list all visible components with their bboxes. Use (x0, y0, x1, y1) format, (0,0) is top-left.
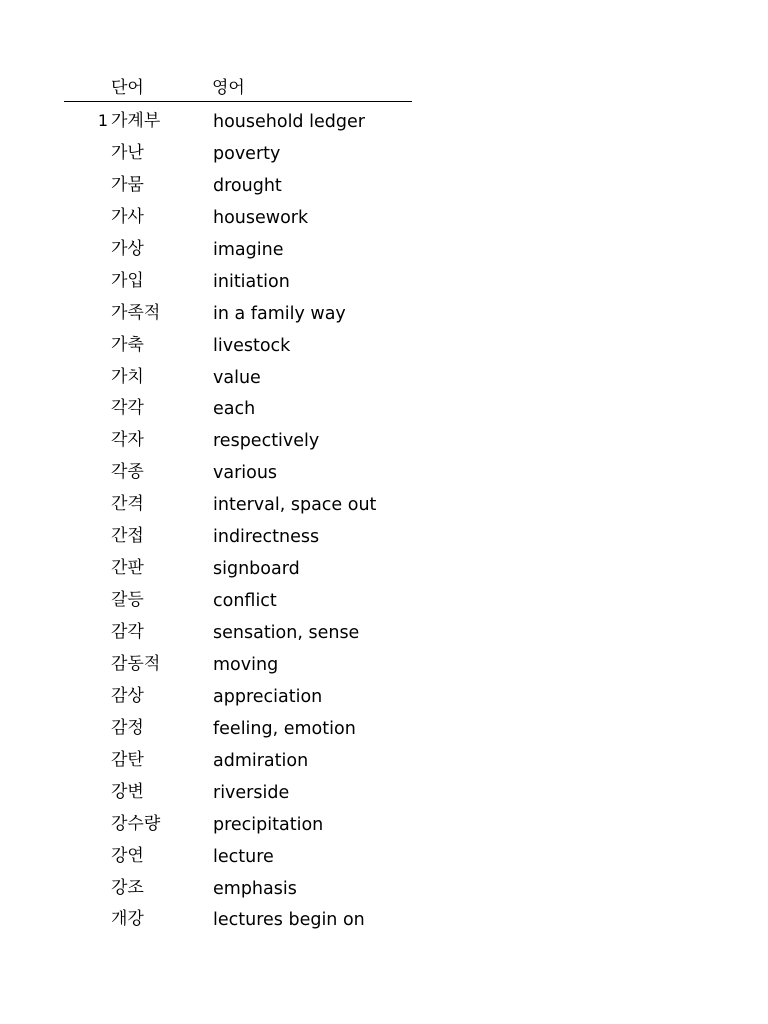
table-row (64, 457, 464, 489)
table-row (64, 266, 464, 298)
english-translation: interval, space out (213, 495, 377, 516)
korean-word: 감각 (111, 622, 144, 642)
table-row (64, 617, 464, 649)
english-translation: in a family way (213, 303, 346, 324)
table-row (64, 234, 464, 266)
english-translation: riverside (213, 782, 290, 803)
korean-word: 가뭄 (111, 174, 144, 195)
table-row (64, 809, 464, 841)
table-row (64, 521, 464, 553)
korean-word: 강수량 (111, 813, 161, 834)
table-row (64, 745, 464, 777)
english-translation: poverty (213, 143, 281, 164)
table-row (64, 904, 464, 936)
korean-word: 강연 (111, 845, 144, 866)
english-translation: each (213, 399, 256, 420)
table-row (64, 777, 464, 809)
korean-word: 감상 (111, 685, 144, 706)
table-row (64, 553, 464, 585)
table-row (64, 362, 464, 394)
table-row (64, 298, 464, 330)
english-translation: indirectness (213, 527, 320, 548)
english-translation: livestock (213, 335, 291, 356)
table-row (64, 649, 464, 681)
english-translation: various (213, 463, 278, 484)
korean-word: 가족적 (111, 302, 161, 323)
english-translation: precipitation (213, 814, 324, 835)
header-english-column: 영어 (212, 78, 245, 98)
table-row (64, 681, 464, 713)
korean-word: 가상 (111, 238, 144, 259)
table-row (64, 330, 464, 362)
english-translation: feeling, emotion (213, 718, 356, 739)
english-translation: lecture (213, 846, 274, 867)
row-number: 1 (97, 111, 108, 130)
english-translation: initiation (213, 271, 290, 292)
table-row (64, 873, 464, 905)
korean-word: 가사 (111, 206, 144, 227)
korean-word: 강조 (111, 877, 144, 898)
table-row (64, 841, 464, 873)
table-row (64, 425, 464, 457)
korean-word: 가계부 (111, 111, 161, 131)
english-translation: respectively (213, 431, 320, 452)
table-row (64, 138, 464, 170)
korean-word: 감정 (111, 717, 144, 738)
korean-word: 각각 (111, 398, 144, 419)
korean-word: 가난 (111, 142, 144, 163)
korean-word: 갈등 (111, 590, 144, 611)
table-header (64, 74, 412, 102)
table-row (64, 489, 464, 521)
english-translation: conflict (213, 591, 277, 612)
table-row (64, 585, 464, 617)
english-translation: signboard (213, 559, 300, 580)
header-word-column: 단어 (111, 78, 144, 98)
korean-word: 강변 (111, 781, 144, 802)
korean-word: 감탄 (111, 749, 144, 770)
korean-word: 개강 (111, 909, 144, 930)
table-row (64, 713, 464, 745)
korean-word: 가입 (111, 270, 144, 291)
english-translation: housework (213, 207, 309, 228)
korean-word: 간격 (111, 494, 144, 515)
english-translation: drought (213, 175, 282, 196)
table-row (64, 170, 464, 202)
korean-word: 감동적 (111, 653, 161, 674)
english-translation: admiration (213, 750, 309, 771)
english-translation: appreciation (213, 686, 323, 707)
english-translation: lectures begin on (213, 910, 365, 931)
english-translation: emphasis (213, 878, 297, 899)
korean-word: 각자 (111, 430, 144, 451)
table-row (64, 202, 464, 234)
english-translation: sensation, sense (213, 623, 360, 643)
english-translation: value (213, 367, 261, 388)
table-row (64, 393, 464, 425)
korean-word: 간판 (111, 558, 144, 579)
vocabulary-list (64, 106, 464, 936)
korean-word: 가치 (111, 366, 144, 387)
english-translation: household ledger (213, 112, 365, 132)
english-translation: imagine (213, 239, 284, 260)
korean-word: 각종 (111, 462, 144, 483)
english-translation: moving (213, 654, 279, 675)
korean-word: 간접 (111, 526, 144, 547)
korean-word: 가축 (111, 334, 144, 355)
table-row (64, 106, 464, 138)
